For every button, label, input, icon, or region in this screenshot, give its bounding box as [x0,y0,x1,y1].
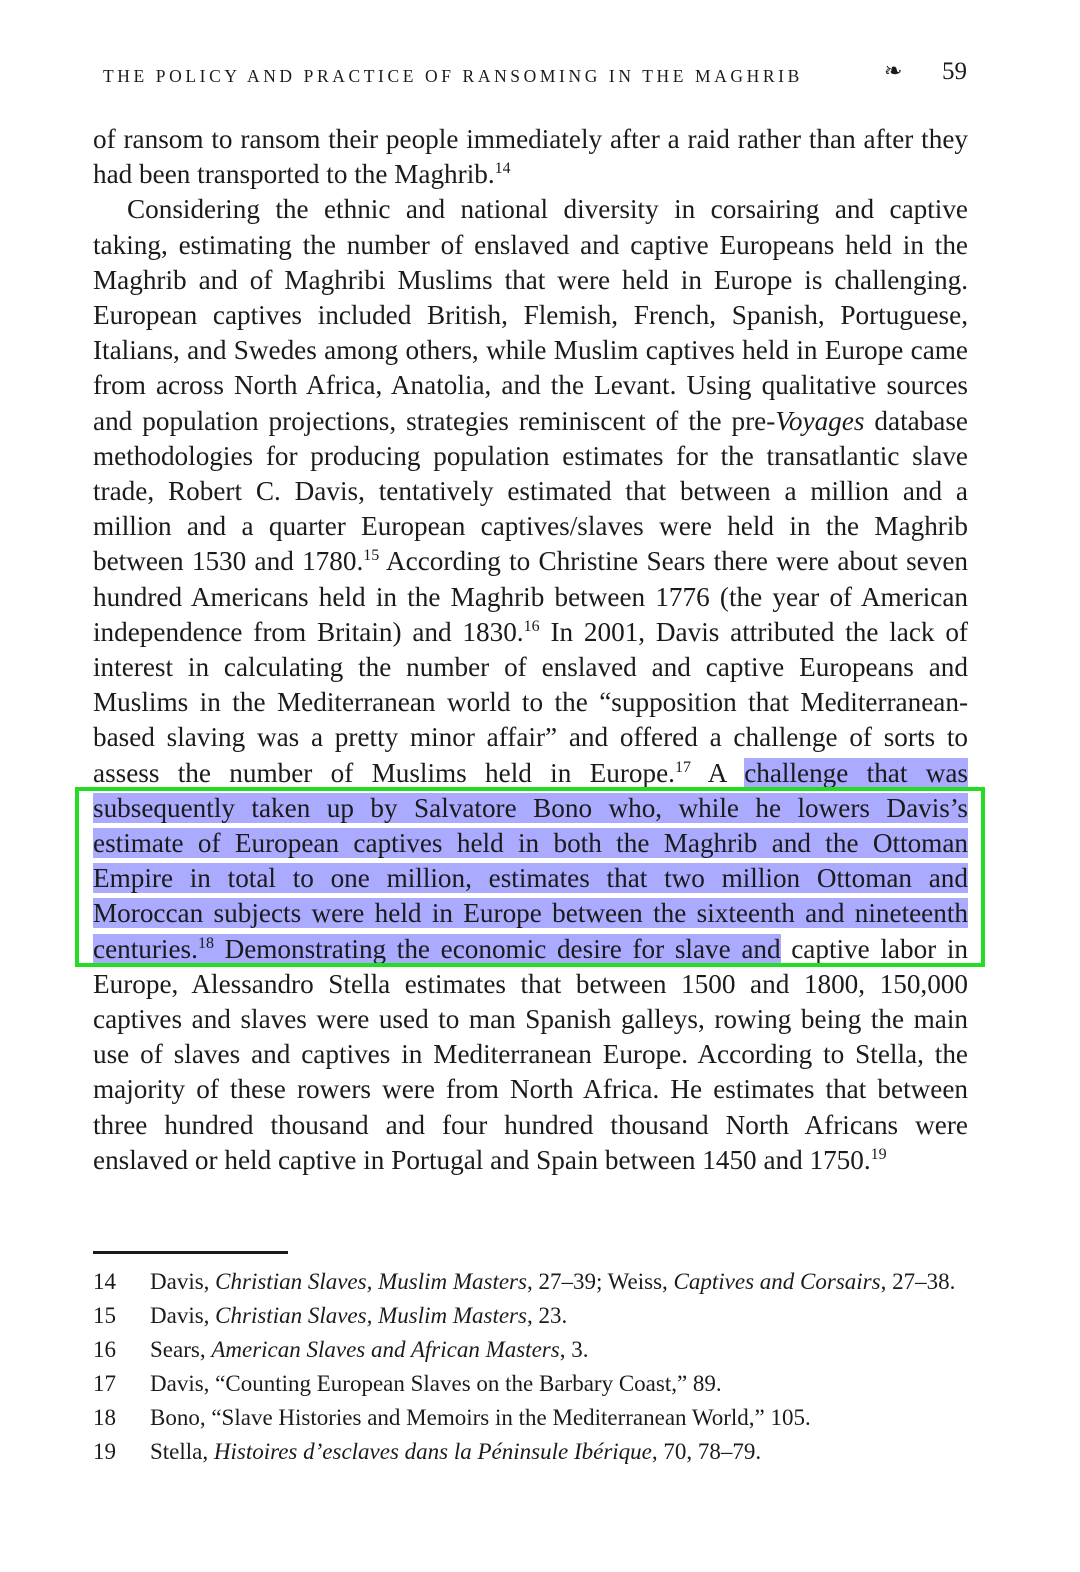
footnote-divider [93,1251,288,1254]
running-head-title: THE POLICY AND PRACTICE OF RANSOMING IN THE MAGHRIB [103,66,803,86]
footnote-ref[interactable]: 16 [523,617,540,635]
paragraph-continued [93,122,968,192]
footnote-text: Davis, Christian Slaves, Muslim Masters, 23. [150,1303,568,1328]
footnote-number: 15 [93,1303,116,1328]
footnote-text: Stella, Histoires d’esclaves dans la Péninsule Ibérique, 70, 78–79. [150,1439,762,1464]
paragraph-text: captive labor in Europe, Alessandro Stella estimates that between 1500 and 1800, 150,000 captives and slaves were used to man Spanish galleys, rowing being the main use of slaves and captives in Mediterranean Europe. According to Stella, the majority of these rowers were from North Africa. He estimates that between three hundred thousand and four hundred thousand North Africans were enslaved or held captive in Portugal and Spain between 1450 and 1750. [93,933,968,1175]
footnote-text: Bono, “Slave Histories and Memoirs in the Mediterranean World,” 105. [150,1405,811,1430]
paragraph-text: In 2001, Davis attributed the lack of interest in calculating the number of enslaved and captive Europeans and Muslims in the Mediterranean world to the “supposition that Mediterranean-based slaving was a pretty minor affair” and offered a challenge of sorts to assess the number of Muslims held in Europe. [93,616,968,788]
paragraph-text: A [690,757,745,788]
footnote-text: Davis, “Counting European Slaves on the Barbary Coast,” 89. [150,1371,722,1396]
footnote-item [93,1333,973,1367]
fleuron-icon: ❧ [884,58,903,83]
footnote-number: 18 [93,1405,116,1430]
paragraph-text: According to Christine Sears there were about seven hundred Americans held in the Maghrib between 1776 (the year of American independence from Britain) and 1830. [93,546,968,647]
page-number: 59 [942,58,967,85]
paragraph-estimates [93,192,968,1178]
running-header [0,52,1080,96]
footnote-number: 16 [93,1337,116,1362]
footnote-item [93,1299,973,1333]
paragraph-text: of ransom to ransom their people immediately after a raid rather than after they had been transported to the Maghrib. [93,124,968,190]
paragraph-text: Considering the ethnic and national diversity in corsairing and captive taking, estimating the number of enslaved and captive Europeans held in the Maghrib and of Maghribi Muslims that were held in Europe is challenging. European captives included British, Flemish, French, Spanish, Portuguese, Italians, and Swedes among others, while Muslim captives held in Europe came from across North Africa, Anatolia, and the Levant. Using qualitative sources and population projections, strategies reminiscent of the pre- [93,194,968,436]
footnote-item [93,1265,973,1299]
footnote-item [93,1401,973,1435]
italic-term: Voyages [775,405,865,436]
footnote-number: 17 [93,1371,116,1396]
footnote-text: Sears, American Slaves and African Masters, 3. [150,1337,589,1362]
footnotes [93,1265,973,1469]
footnote-ref[interactable]: 15 [363,547,380,565]
footnote-ref[interactable]: 14 [494,160,511,178]
highlighted-text-part: challenge that was subsequently taken up by Salvatore Bono who, while he lowers Davis’s estimate of European captives held in both the Maghrib and the Ottoman Empire in total to one million, estimates that two million Ottoman and Moroccan subjects were held in Europe between the sixteenth and nineteenth centuries. [93,757,968,964]
footnote-number: 19 [93,1439,116,1464]
footnote-item [93,1435,973,1469]
main-text [93,122,968,1178]
footnote-item [93,1367,973,1401]
footnote-number: 14 [93,1269,116,1294]
footnote-ref[interactable]: 17 [674,758,691,776]
highlighted-text-part: Demonstrating the economic desire for slave and [213,933,781,964]
footnote-ref[interactable]: 19 [870,1145,887,1163]
footnote-ref[interactable]: 18 [197,934,214,952]
footnote-text: Davis, Christian Slaves, Muslim Masters, 27–39; Weiss, Captives and Corsairs, 27–38. [150,1269,956,1294]
paragraph-text: database methodologies for producing population estimates for the transatlantic slave trade, Robert C. Davis, tentatively estimated that between a million and a million and a quarter European captives/slaves were held in the Maghrib between 1530 and 1780. [93,405,968,577]
